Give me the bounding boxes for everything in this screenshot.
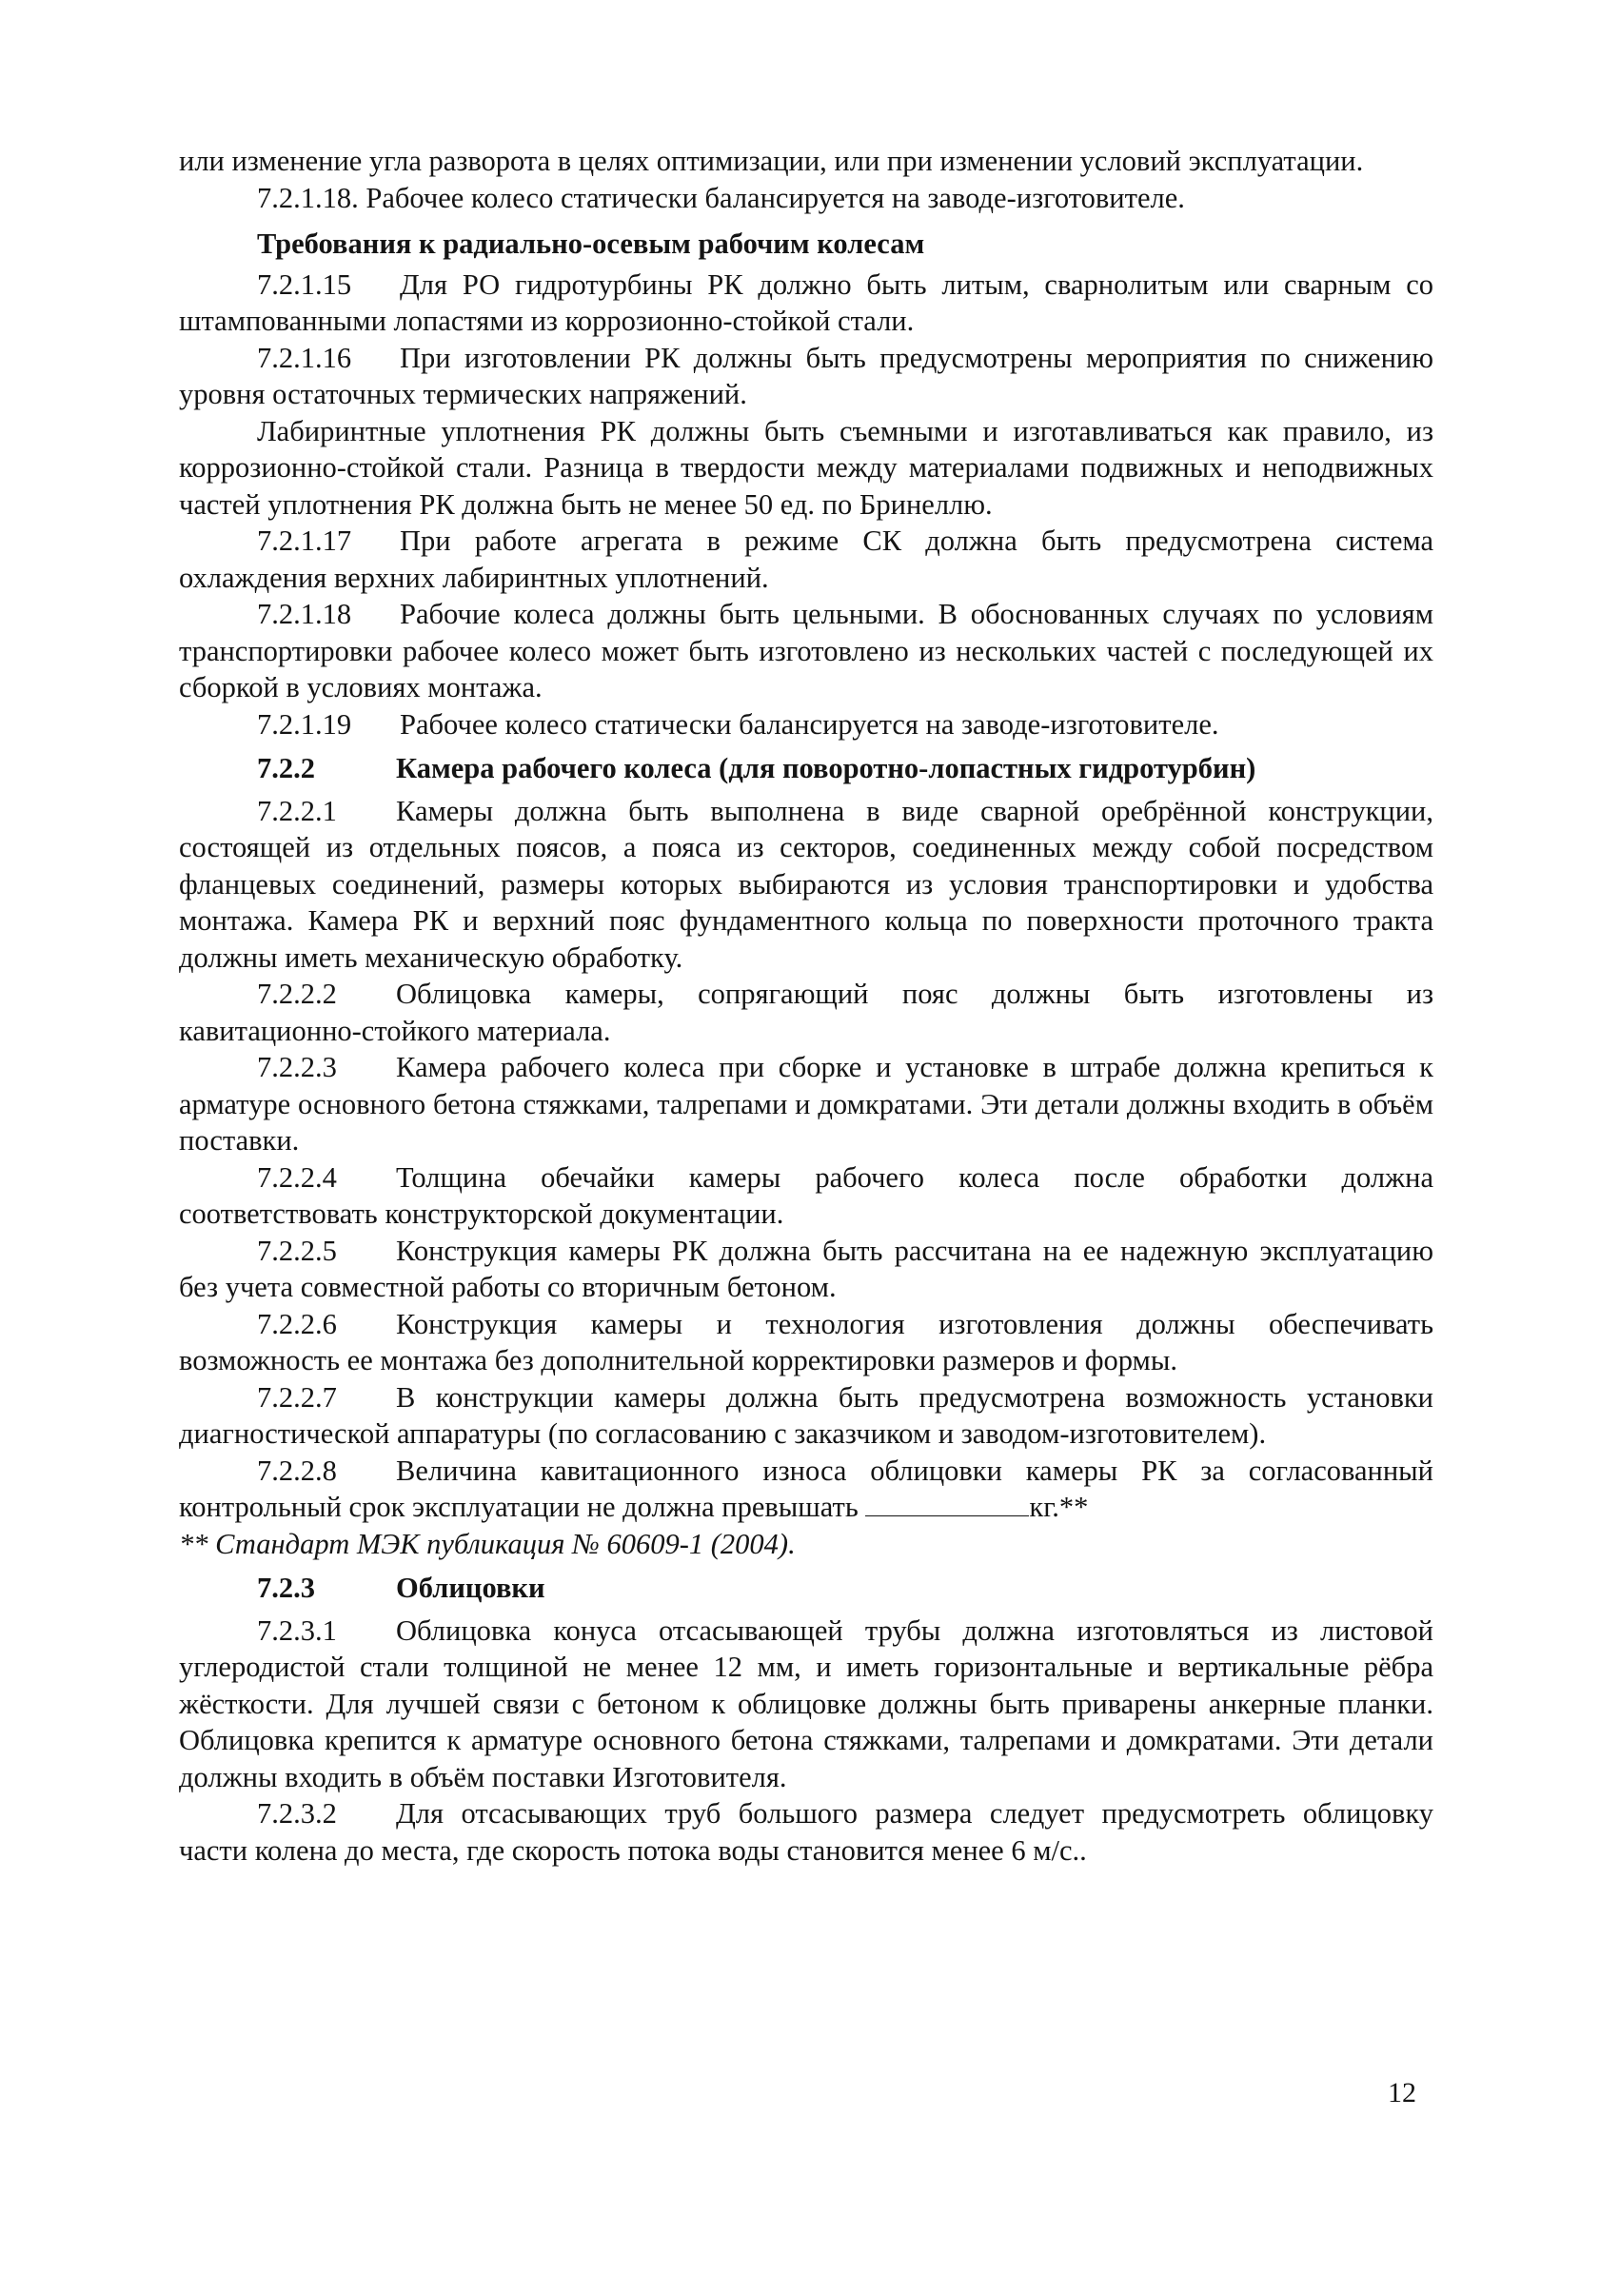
clause-number: 7.2.2.7 (257, 1380, 337, 1414)
section-heading-7-2-3 (179, 1570, 1433, 1607)
clause-text: Конструкция камеры РК должна быть рассчитана на ее надежную эксплуатацию без учета совместной работы со вторичным бетоном. (179, 1234, 1433, 1303)
paragraph-7-2-1-18-balancing: 7.2.1.18. Рабочее колесо статически балансируется на заводе-изготовителе. (257, 181, 1185, 214)
clause-text: При работе агрегата в режиме СК должна быть предусмотрена система охлаждения верхних лабиринтных уплотнений. (179, 525, 1433, 594)
clause-7-2-3-1 (179, 1613, 1433, 1796)
clause-number: 7.2.1.17 (257, 525, 352, 557)
clause-text: В конструкции камеры должна быть предусмотрена возможность установки диагностической аппаратуры (по согласованию с заказчиком и заводом-изготовителем). (179, 1380, 1433, 1450)
clause-7-2-2-6 (179, 1306, 1433, 1379)
section-title: Камера рабочего колеса (для поворотно-лопастных гидротурбин) (396, 752, 1256, 784)
clause-7-2-1-15 (179, 267, 1433, 340)
page-number: 12 (1388, 2077, 1416, 2108)
clause-7-2-2-5 (179, 1233, 1433, 1306)
clause-number: 7.2.2.4 (257, 1160, 337, 1194)
fill-in-blank-line (865, 1494, 1029, 1516)
clause-text: Рабочие колеса должны быть цельными. В обоснованных случаях по условиям транспортировки рабочее колесо может быть изготовлено из нескольких частей с последующей их сборкой в условиях монтажа. (179, 598, 1433, 703)
clause-number: 7.2.2.2 (257, 978, 337, 1010)
clause-text: Облицовка камеры, сопрягающий пояс должны быть изготовлены из кавитационно-стойкого материала. (179, 978, 1433, 1047)
clause-7-2-2-1 (179, 793, 1433, 977)
clause-number: 7.2.2.8 (257, 1454, 337, 1487)
section-heading-7-2-2 (179, 750, 1433, 787)
clause-suffix: кг.** (1029, 1491, 1089, 1523)
clause-7-2-2-7 (179, 1379, 1433, 1453)
clause-7-2-1-17 (179, 523, 1433, 596)
clause-number: 7.2.1.19 (257, 707, 352, 741)
section-number: 7.2.3 (257, 1572, 315, 1604)
clause-text: Толщина обечайки камеры рабочего колеса после обработки должна соответствовать конструкторской документации. (179, 1160, 1433, 1230)
clause-number: 7.2.3.2 (257, 1797, 337, 1830)
clause-7-2-3-2 (179, 1795, 1433, 1869)
section-title: Облицовки (396, 1572, 545, 1604)
clause-text: Облицовка конуса отсасывающей трубы должна изготовляться из листовой углеродистой стали толщиной не менее 12 мм, и иметь горизонтальные и вертикальные рёбра жёсткости. Для лучшей связи с бетоном к облицовке должны быть приварены анкерные планки. Облицовка крепится к арматуре основного бетона стяжками, талрепами и домкратами. Эти детали должны входить в объём поставки Изготовителя. (179, 1613, 1433, 1793)
clause-number: 7.2.1.18 (257, 598, 352, 630)
footnote-iec-standard: ** Стандарт МЭК публикация № 60609-1 (2004). (179, 1527, 796, 1560)
clause-7-2-2-2 (179, 976, 1433, 1049)
clause-number: 7.2.2.6 (257, 1307, 337, 1340)
clause-7-2-2-3 (179, 1049, 1433, 1159)
clause-text: При изготовлении РК должны быть предусмотрены мероприятия по снижению уровня остаточных термических напряжений. (179, 341, 1433, 410)
clause-number: 7.2.2.5 (257, 1234, 337, 1267)
section-number: 7.2.2 (257, 752, 315, 784)
clause-7-2-2-4 (179, 1159, 1433, 1233)
document-page (179, 143, 1433, 1869)
clause-text: Камеры должна быть выполнена в виде сварной оребрённой конструкции, состоящей из отдельных поясов, а пояса из секторов, соединенных между собой посредством фланцевых соединений, размеры которых выбираются из условия транспортировки и удобства монтажа. Камера РК и верхний пояс фундаментного кольца по поверхности проточного тракта должны иметь механическую обработку. (179, 794, 1433, 974)
clause-text: Величина кавитационного износа облицовки камеры РК за согласованный контрольный срок эксплуатации не должна превышать (179, 1454, 1433, 1523)
paragraph-labyrinth-seals: Лабиринтные уплотнения РК должны быть съемными и изготавливаться как правило, из коррозионно-стойкой стали. Разница в твердости между материалами подвижных и неподвижных частей уплотнения РК должна быть не менее 50 ед. по Бринеллю. (179, 414, 1433, 521)
clause-text: Камера рабочего колеса при сборке и установке в штрабе должна крепиться к арматуре основного бетона стяжками, талрепами и домкратами. Эти детали должны входить в объём поставки. (179, 1051, 1433, 1157)
clause-7-2-1-19 (179, 706, 1433, 743)
clause-text: Для отсасывающих труб большого размера следует предусмотреть облицовку части колена до места, где скорость потока воды становится менее 6 м/с.. (179, 1797, 1433, 1867)
clause-text: Конструкция камеры и технология изготовления должны обеспечивать возможность ее монтажа без дополнительной корректировки размеров и формы. (179, 1307, 1433, 1376)
clause-7-2-1-18 (179, 596, 1433, 706)
clause-number: 7.2.1.16 (257, 341, 352, 374)
clause-number: 7.2.2.3 (257, 1051, 337, 1083)
clause-7-2-2-8 (179, 1453, 1433, 1526)
clause-7-2-1-16 (179, 340, 1433, 413)
clause-number: 7.2.1.15 (257, 267, 352, 301)
clause-number: 7.2.3.1 (257, 1613, 337, 1647)
clause-number: 7.2.2.1 (257, 794, 337, 827)
heading-radial-axial-runners: Требования к радиально-осевым рабочим колесам (257, 228, 925, 260)
paragraph-continuation: или изменение угла разворота в целях оптимизации, или при изменении условий эксплуатации. (179, 145, 1364, 177)
clause-text: Для РО гидротурбины РК должно быть литым, сварнолитым или сварным со штампованными лопастями из коррозионно-стойкой стали. (179, 267, 1433, 337)
clause-text: Рабочее колесо статически балансируется на заводе-изготовителе. (400, 707, 1219, 741)
